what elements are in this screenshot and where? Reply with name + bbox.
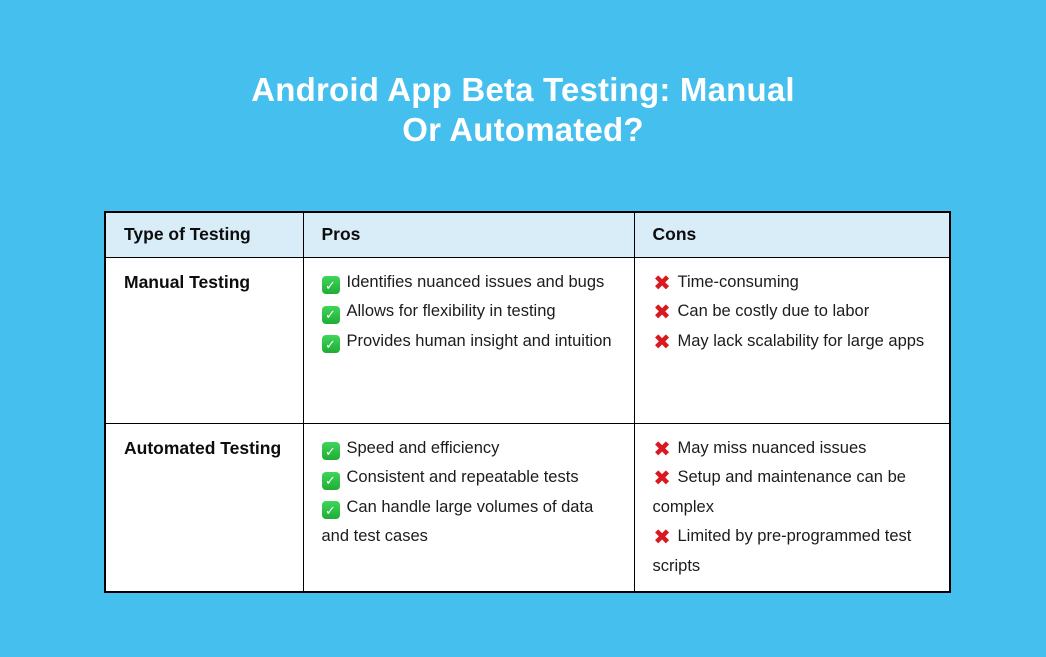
- list-item: [322, 327, 622, 357]
- check-icon: ✓: [322, 472, 340, 490]
- pro-text: Can handle large volumes of data and test cases: [321, 497, 594, 545]
- cross-icon: ✖: [653, 301, 671, 324]
- con-text: May miss nuanced issues: [677, 438, 867, 457]
- list-item: [322, 297, 622, 327]
- manual-testing-pros-cell: [303, 257, 634, 423]
- check-icon: ✓: [322, 442, 340, 460]
- check-icon: ✓: [322, 276, 340, 294]
- con-text: Can be costly due to labor: [677, 302, 870, 320]
- con-text: Time-consuming: [677, 272, 799, 291]
- cross-icon: ✖: [653, 467, 671, 490]
- pro-text: Identifies nuanced issues and bugs: [346, 272, 605, 291]
- testing-comparison-table: [104, 211, 951, 593]
- list-item: [653, 297, 938, 327]
- column-header-pros: Pros: [303, 212, 634, 257]
- column-header-cons: Cons: [634, 212, 950, 257]
- list-item: [653, 434, 938, 464]
- manual-testing-cons-cell: [634, 257, 950, 423]
- table-row-manual-testing: [105, 257, 950, 423]
- cross-icon: ✖: [653, 526, 671, 549]
- table-row-automated-testing: [105, 423, 950, 592]
- check-icon: ✓: [322, 306, 340, 324]
- con-text: Setup and maintenance can be complex: [652, 468, 906, 516]
- list-item: [653, 463, 938, 522]
- list-item: [322, 463, 622, 493]
- pro-text: Consistent and repeatable tests: [346, 468, 579, 486]
- automated-testing-label: Automated Testing: [105, 423, 303, 592]
- pro-text: Provides human insight and intuition: [346, 331, 612, 350]
- cross-icon: ✖: [653, 330, 671, 354]
- list-item: [322, 493, 622, 552]
- table-header-row: [105, 212, 950, 257]
- page-title: [0, 70, 1046, 150]
- automated-testing-pros-cell: [303, 423, 634, 592]
- check-icon: ✓: [322, 501, 340, 519]
- list-item: [653, 268, 938, 298]
- list-item: [322, 268, 622, 298]
- page-title-line-2: Or Automated?: [402, 111, 644, 148]
- con-text: May lack scalability for large apps: [677, 331, 925, 350]
- page-title-line-1: Android App Beta Testing: Manual: [251, 71, 795, 108]
- cross-icon: ✖: [653, 271, 671, 295]
- list-item: [322, 434, 622, 464]
- pro-text: Allows for flexibility in testing: [346, 302, 556, 320]
- pro-text: Speed and efficiency: [346, 438, 500, 457]
- column-header-type-of-testing: Type of Testing: [105, 212, 303, 257]
- manual-testing-label: Manual Testing: [105, 257, 303, 423]
- check-icon: ✓: [322, 335, 340, 353]
- list-item: [653, 522, 938, 581]
- list-item: [653, 327, 938, 357]
- con-text: Limited by pre-programmed test scripts: [652, 527, 912, 575]
- cross-icon: ✖: [653, 437, 671, 461]
- automated-testing-cons-cell: [634, 423, 950, 592]
